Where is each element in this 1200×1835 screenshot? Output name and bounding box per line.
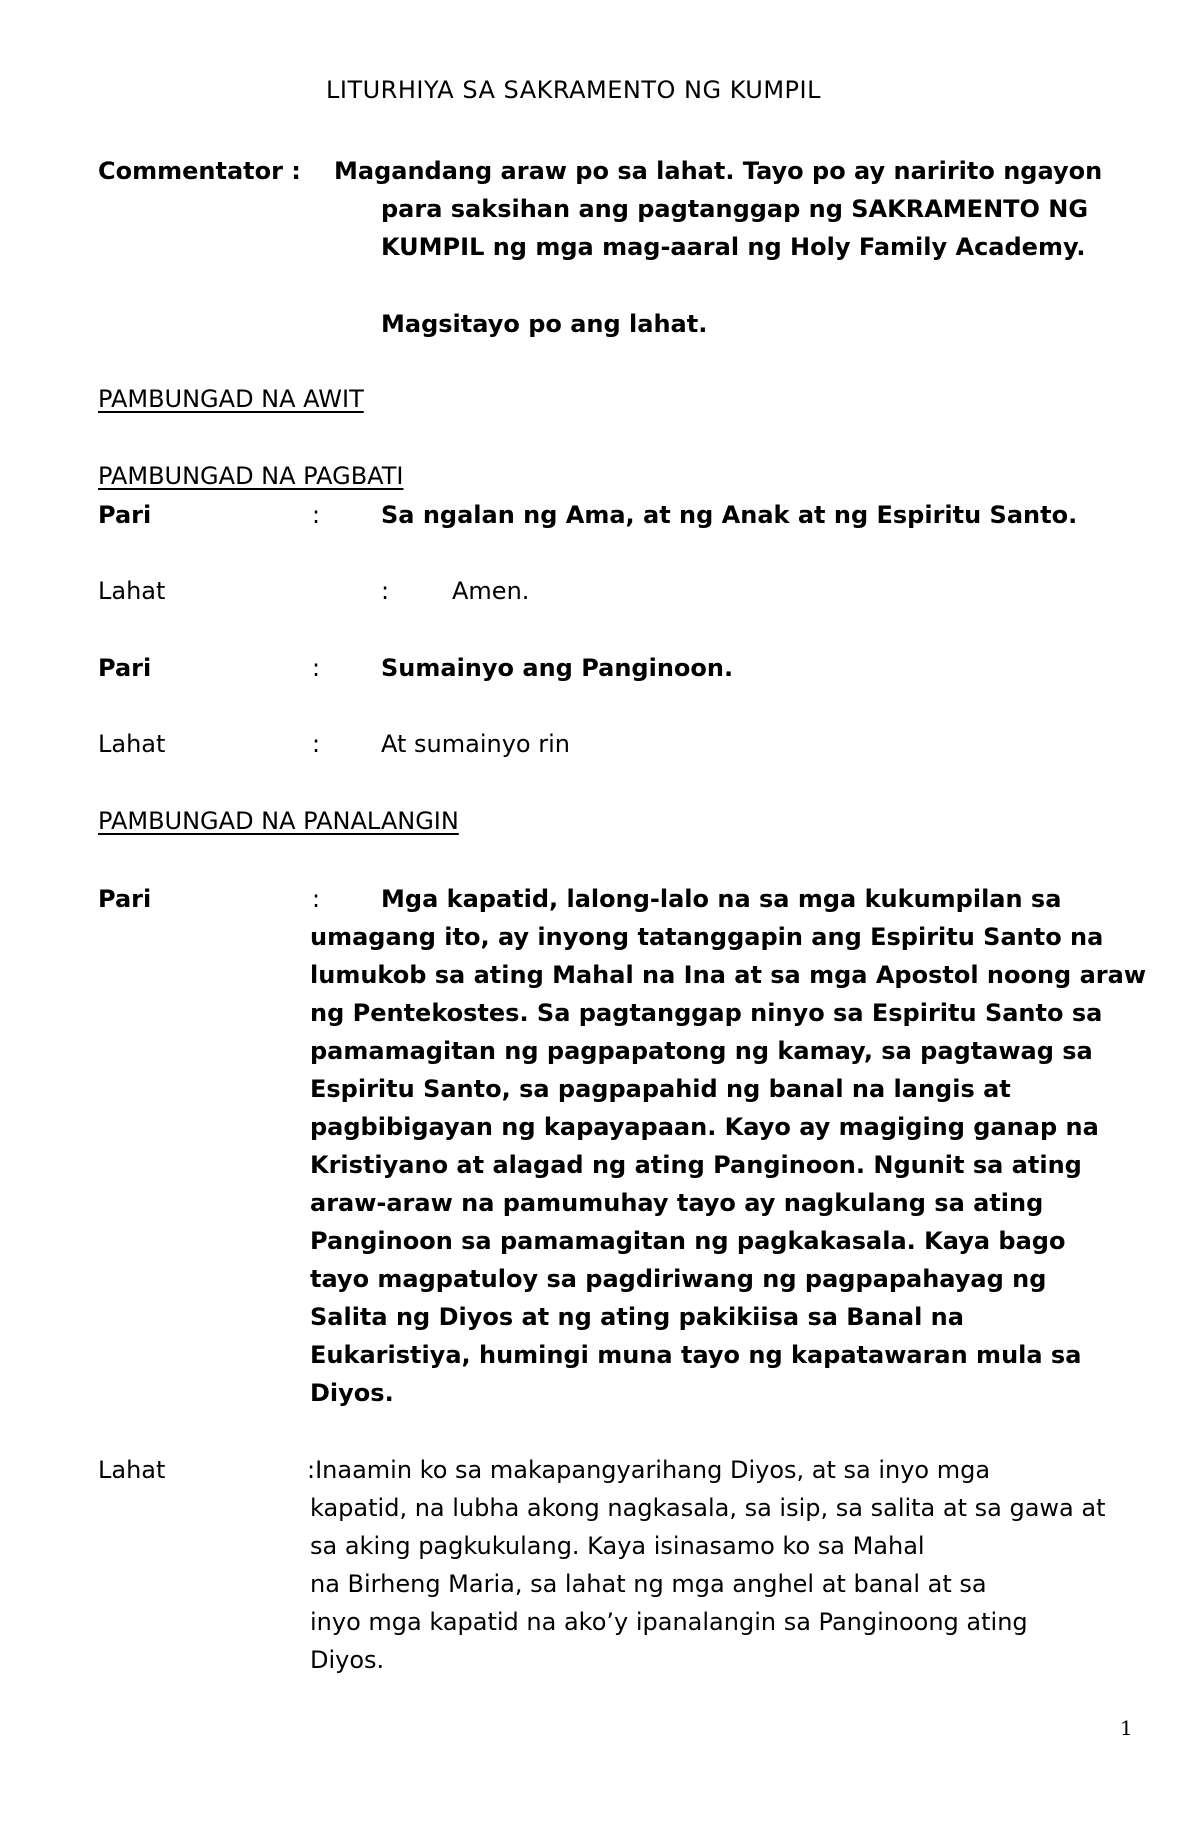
commentator-line: Magandang araw po sa lahat. Tayo po ay naririto ngayon	[334, 157, 1103, 185]
page-number: 1	[1120, 1716, 1133, 1740]
prayer-line: Panginoon sa pamamagitan ng pagkakasala. Kaya bago	[310, 1227, 1066, 1255]
commentator-line: KUMPIL ng mga mag-aaral ng Holy Family Academy.	[381, 233, 1086, 261]
colon: :	[381, 577, 390, 605]
prayer-line: Eukaristiya, humingi muna tayo ng kapatawaran mula sa	[310, 1341, 1082, 1369]
colon: :	[312, 885, 321, 913]
section-heading-pagbati: PAMBUNGAD NA PAGBATI	[98, 462, 404, 490]
prayer-line: pagbibigayan ng kapayapaan. Kayo ay magiging ganap na	[310, 1113, 1099, 1141]
prayer-line: ng Pentekostes. Sa pagtanggap ninyo sa Espiritu Santo sa	[310, 999, 1103, 1027]
colon: :	[312, 654, 321, 682]
speaker-pari: Pari	[98, 654, 152, 682]
speaker-lahat: Lahat	[98, 1456, 166, 1484]
prayer-line: Kristiyano at alagad ng ating Panginoon. Ngunit sa ating	[310, 1151, 1082, 1179]
document-title: LITURHIYA SA SAKRAMENTO NG KUMPIL	[326, 76, 821, 104]
greeting-text: Sumainyo ang Panginoon.	[381, 654, 734, 682]
prayer-line: Espiritu Santo, sa pagpapahid ng banal na langis at	[310, 1075, 1011, 1103]
prayer-line: Salita ng Diyos at ng ating pakikiisa sa Banal na	[310, 1303, 964, 1331]
confiteor-line: inyo mga kapatid na ako’y ipanalangin sa Panginoong ating	[310, 1608, 1028, 1636]
greeting-text: Sa ngalan ng Ama, at ng Anak at ng Espiritu Santo.	[381, 501, 1078, 529]
commentator-line: para saksihan ang pagtanggap ng SAKRAMENTO NG	[381, 195, 1089, 223]
section-heading-awit: PAMBUNGAD NA AWIT	[98, 385, 364, 413]
colon: :	[312, 501, 321, 529]
prayer-line: Mga kapatid, lalong-lalo na sa mga kukumpilan sa	[381, 885, 1062, 913]
speaker-pari: Pari	[98, 501, 152, 529]
prayer-line: umagang ito, ay inyong tatanggapin ang Espiritu Santo na	[310, 923, 1104, 951]
speaker-lahat: Lahat	[98, 730, 166, 758]
section-heading-panalangin: PAMBUNGAD NA PANALANGIN	[98, 807, 459, 835]
commentator-instruction: Magsitayo po ang lahat.	[381, 310, 708, 338]
prayer-line: araw-araw na pamumuhay tayo ay nagkulang sa ating	[310, 1189, 1044, 1217]
confiteor-line: kapatid, na lubha akong nagkasala, sa isip, sa salita at sa gawa at	[310, 1494, 1106, 1522]
colon: :	[312, 730, 321, 758]
prayer-line: Diyos.	[310, 1379, 394, 1407]
confiteor-line: Diyos.	[310, 1646, 385, 1674]
greeting-text: At sumainyo rin	[381, 730, 570, 758]
prayer-line: tayo magpatuloy sa pagdiriwang ng pagpapahayag ng	[310, 1265, 1047, 1293]
speaker-lahat: Lahat	[98, 577, 166, 605]
confiteor-line: :Inaamin ko sa makapangyarihang Diyos, at sa inyo mga	[307, 1456, 991, 1484]
prayer-line: pamamagitan ng pagpapatong ng kamay, sa pagtawag sa	[310, 1037, 1093, 1065]
greeting-text: Amen.	[452, 577, 530, 605]
speaker-commentator: Commentator :	[98, 157, 301, 185]
confiteor-line: na Birheng Maria, sa lahat ng mga anghel at banal at sa	[310, 1570, 987, 1598]
speaker-pari: Pari	[98, 885, 152, 913]
confiteor-line: sa aking pagkukulang. Kaya isinasamo ko sa Mahal	[310, 1532, 925, 1560]
prayer-line: lumukob sa ating Mahal na Ina at sa mga Apostol noong araw	[310, 961, 1146, 989]
